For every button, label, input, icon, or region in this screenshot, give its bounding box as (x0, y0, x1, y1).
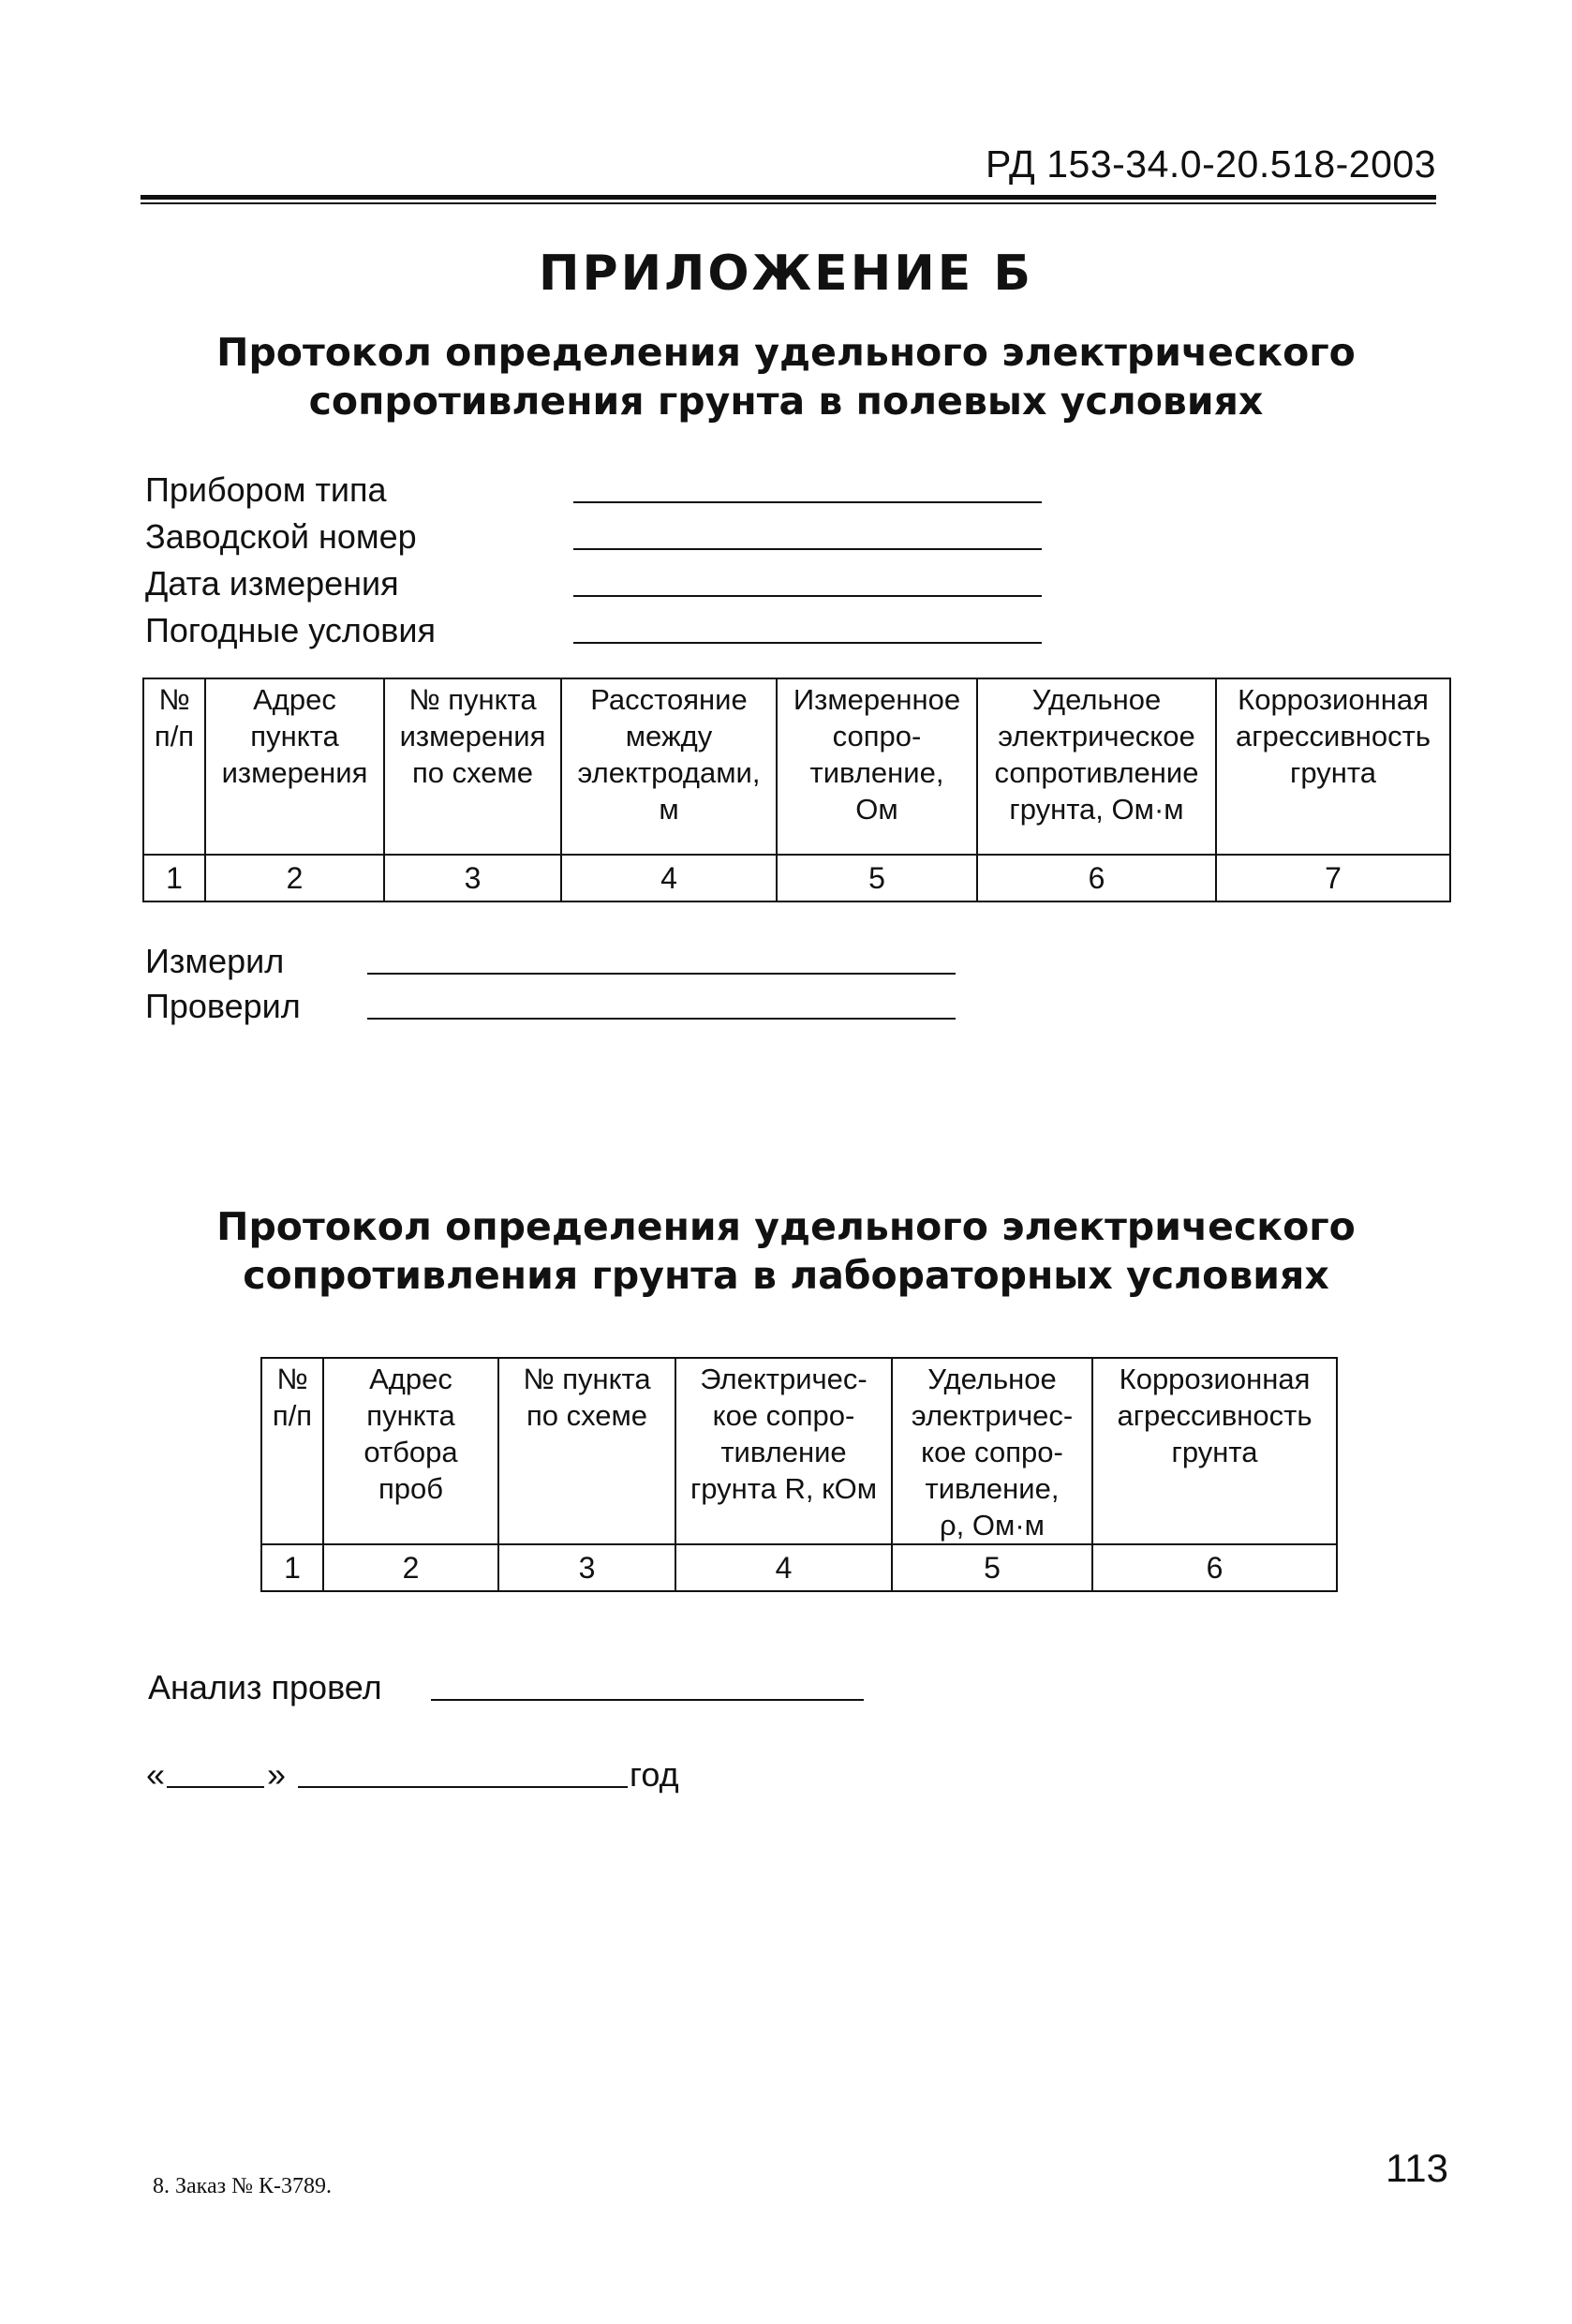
weather-input-line[interactable] (573, 642, 1042, 644)
field-label-device-type: Прибором типа (145, 470, 387, 509)
column-header-resistivity: Удельное электричес- кое сопро- тивление, ρ, Ом·м (892, 1358, 1092, 1544)
date-year-label: год (630, 1755, 679, 1794)
date-open-quote: « (146, 1755, 166, 1794)
measurement-date-input-line[interactable] (573, 595, 1042, 597)
column-header-number: № п/п (261, 1358, 323, 1544)
column-number-row (143, 855, 1450, 901)
table-header-row (143, 678, 1450, 855)
column-number-cell: 1 (143, 855, 205, 901)
column-number-cell: 5 (892, 1544, 1092, 1591)
header-rule-thin (141, 202, 1436, 204)
page-number: 113 (1386, 2146, 1448, 2190)
analysis-label: Анализ провел (148, 1668, 382, 1706)
signature-label-checked: Проверил (145, 987, 301, 1025)
column-number-row (261, 1544, 1337, 1591)
lab-protocol-title (0, 1202, 1572, 1300)
signature-label-measured: Измерил (145, 942, 285, 980)
column-number-cell: 2 (323, 1544, 498, 1591)
column-number-cell: 6 (977, 855, 1216, 901)
column-number-cell: 2 (205, 855, 384, 901)
column-header-address: Адрес пункта измерения (205, 678, 384, 855)
column-header-corrosivity: Коррозионная агрессивность грунта (1092, 1358, 1337, 1544)
analysis-by-input-line[interactable] (431, 1699, 864, 1701)
column-header-number: № п/п (143, 678, 205, 855)
column-number-cell: 7 (1216, 855, 1450, 901)
order-note: 8. Заказ № К-3789. (153, 2174, 333, 2198)
serial-number-input-line[interactable] (573, 548, 1042, 550)
column-header-electrical-resistance: Электричес- кое сопро- тивление грунта R, кОм (675, 1358, 892, 1544)
field-protocol-title-line2: сопротивления грунта в полевых условиях (308, 379, 1264, 424)
column-header-electrode-distance: Расстояние между электродами, м (561, 678, 777, 855)
field-protocol-title-line1: Протокол определения удельного электрического (216, 330, 1356, 375)
column-number-cell: 6 (1092, 1544, 1337, 1591)
column-header-point-number: № пункта по схеме (498, 1358, 675, 1544)
appendix-title: ПРИЛОЖЕНИЕ Б (538, 246, 1034, 302)
column-header-measured-resistance: Измеренное сопро- тивление, Ом (777, 678, 977, 855)
column-number-cell: 3 (384, 855, 561, 901)
column-header-corrosivity: Коррозионная агрессивность грунта (1216, 678, 1450, 855)
field-protocol-table (142, 678, 1451, 902)
column-header-resistivity: Удельное электрическое сопротивление грунта, Ом·м (977, 678, 1216, 855)
document-code: РД 153-34.0-20.518-2003 (985, 142, 1436, 186)
column-header-sample-address: Адрес пункта отбора проб (323, 1358, 498, 1544)
lab-protocol-table (260, 1357, 1338, 1592)
date-day-input-line[interactable] (167, 1786, 264, 1788)
column-number-cell: 4 (561, 855, 777, 901)
lab-protocol-title-line2: сопротивления грунта в лабораторных условиях (243, 1253, 1329, 1298)
checked-by-input-line[interactable] (367, 1018, 956, 1020)
field-protocol-title (0, 328, 1572, 425)
lab-protocol-title-line1: Протокол определения удельного электрического (216, 1204, 1356, 1249)
date-month-input-line[interactable] (298, 1786, 628, 1788)
device-type-input-line[interactable] (573, 501, 1042, 503)
column-number-cell: 5 (777, 855, 977, 901)
table-header-row (261, 1358, 1337, 1544)
column-number-cell: 4 (675, 1544, 892, 1591)
field-label-weather: Погодные условия (145, 611, 437, 649)
field-label-measurement-date: Дата измерения (145, 564, 399, 603)
field-label-serial-number: Заводской номер (145, 517, 417, 556)
column-number-cell: 3 (498, 1544, 675, 1591)
date-close-quote: » (267, 1755, 287, 1794)
measured-by-input-line[interactable] (367, 973, 956, 975)
header-rule-thick (141, 195, 1436, 200)
column-header-point-number: № пункта измерения по схеме (384, 678, 561, 855)
column-number-cell: 1 (261, 1544, 323, 1591)
